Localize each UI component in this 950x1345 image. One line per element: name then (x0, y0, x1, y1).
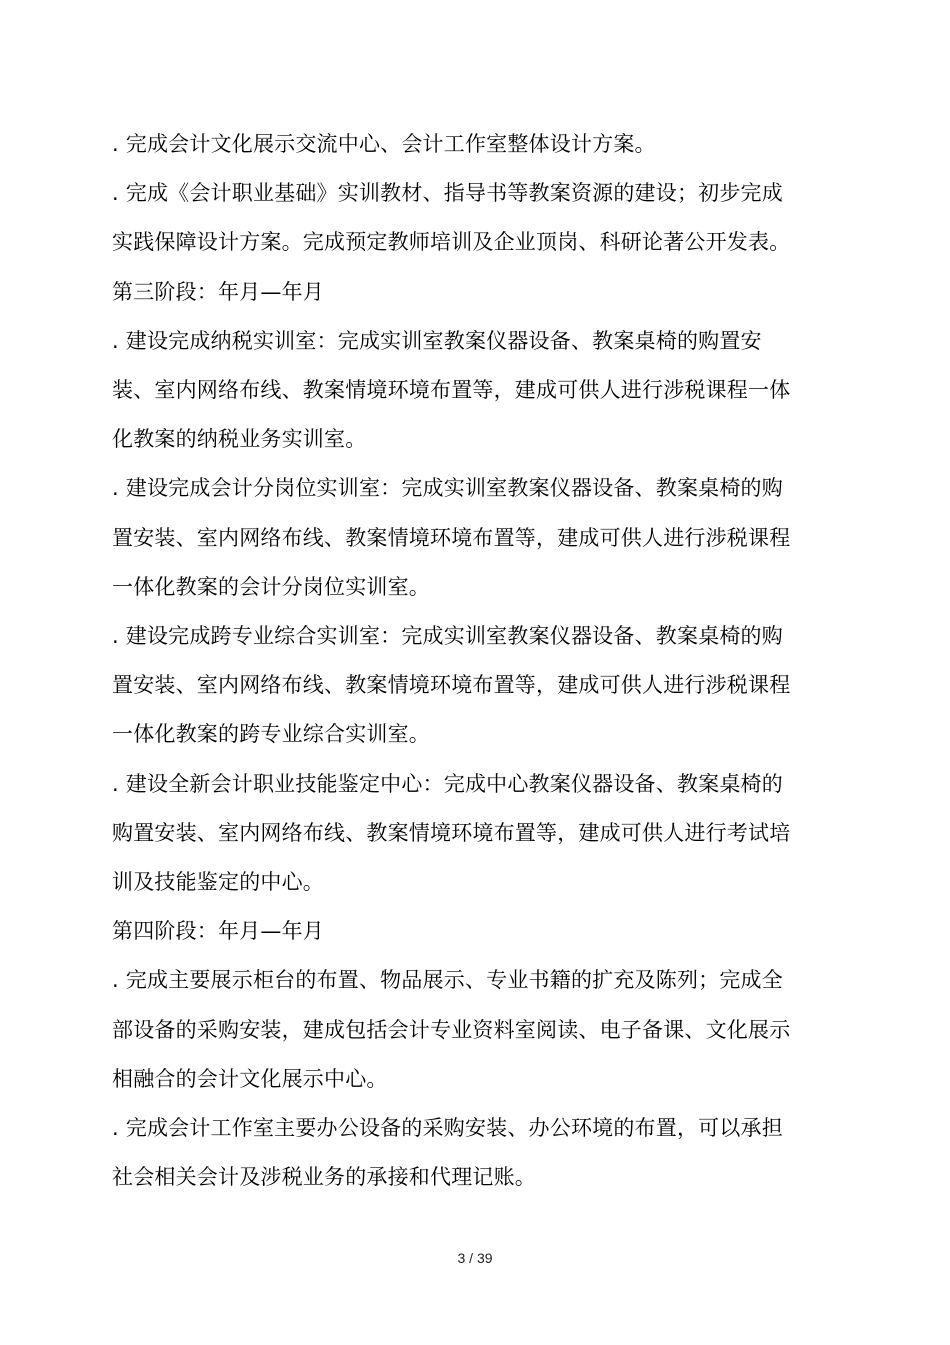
paragraph-tax-training-room: . 建设完成纳税实训室：完成实训室教案仪器设备、教案桌椅的购置安装、室内网络布线、教案情境环境布置等，建成可供人进行涉税课程一体化教案的纳税业务实训室。 (112, 328, 791, 452)
section-heading-phase-three: 第三阶段：年月—年月 (112, 279, 324, 304)
paragraph-display-center-plan: . 完成会计文化展示交流中心、会计工作室整体设计方案。 (112, 132, 656, 156)
document-body (112, 120, 802, 1202)
paragraph-cross-discipline-room: . 建设完成跨专业综合实训室：完成实训室教案仪器设备、教案桌椅的购置安装、室内网络布线、教案情境环境布置等，建成可供人进行涉税课程一体化教案的跨专业综合实训室。 (112, 624, 791, 747)
paragraph-skills-appraisal-center: . 建设全新会计职业技能鉴定中心：完成中心教案仪器设备、教案桌椅的购置安装、室内网络布线、教案情境环境布置等，建成可供人进行考试培训及技能鉴定的中心。 (112, 771, 791, 895)
section-heading-phase-four: 第四阶段：年月—年月 (112, 919, 324, 944)
paragraph-accounting-studio: . 完成会计工作室主要办公设备的采购安装、办公环境的布置，可以承担社会相关会计及涉税业务的承接和代理记账。 (112, 1116, 783, 1190)
page-number: 3 / 39 (457, 1250, 493, 1266)
paragraph-accounting-post-room: . 建设完成会计分岗位实训室：完成实训室教案仪器设备、教案桌椅的购置安装、室内网络布线、教案情境环境布置等，建成可供人进行涉税课程一体化教案的会计分岗位实训室。 (112, 476, 791, 599)
paragraph-culture-display-center: . 完成主要展示柜台的布置、物品展示、专业书籍的扩充及陈列；完成全部设备的采购安装，建成包括会计专业资料室阅读、电子备课、文化展示相融合的会计文化展示中心。 (112, 968, 791, 1091)
paragraph-textbook-resources: . 完成《会计职业基础》实训教材、指导书等教案资源的建设；初步完成实践保障设计方案。完成预定教师培训及企业顶岗、科研论著公开发表。 (112, 181, 791, 255)
